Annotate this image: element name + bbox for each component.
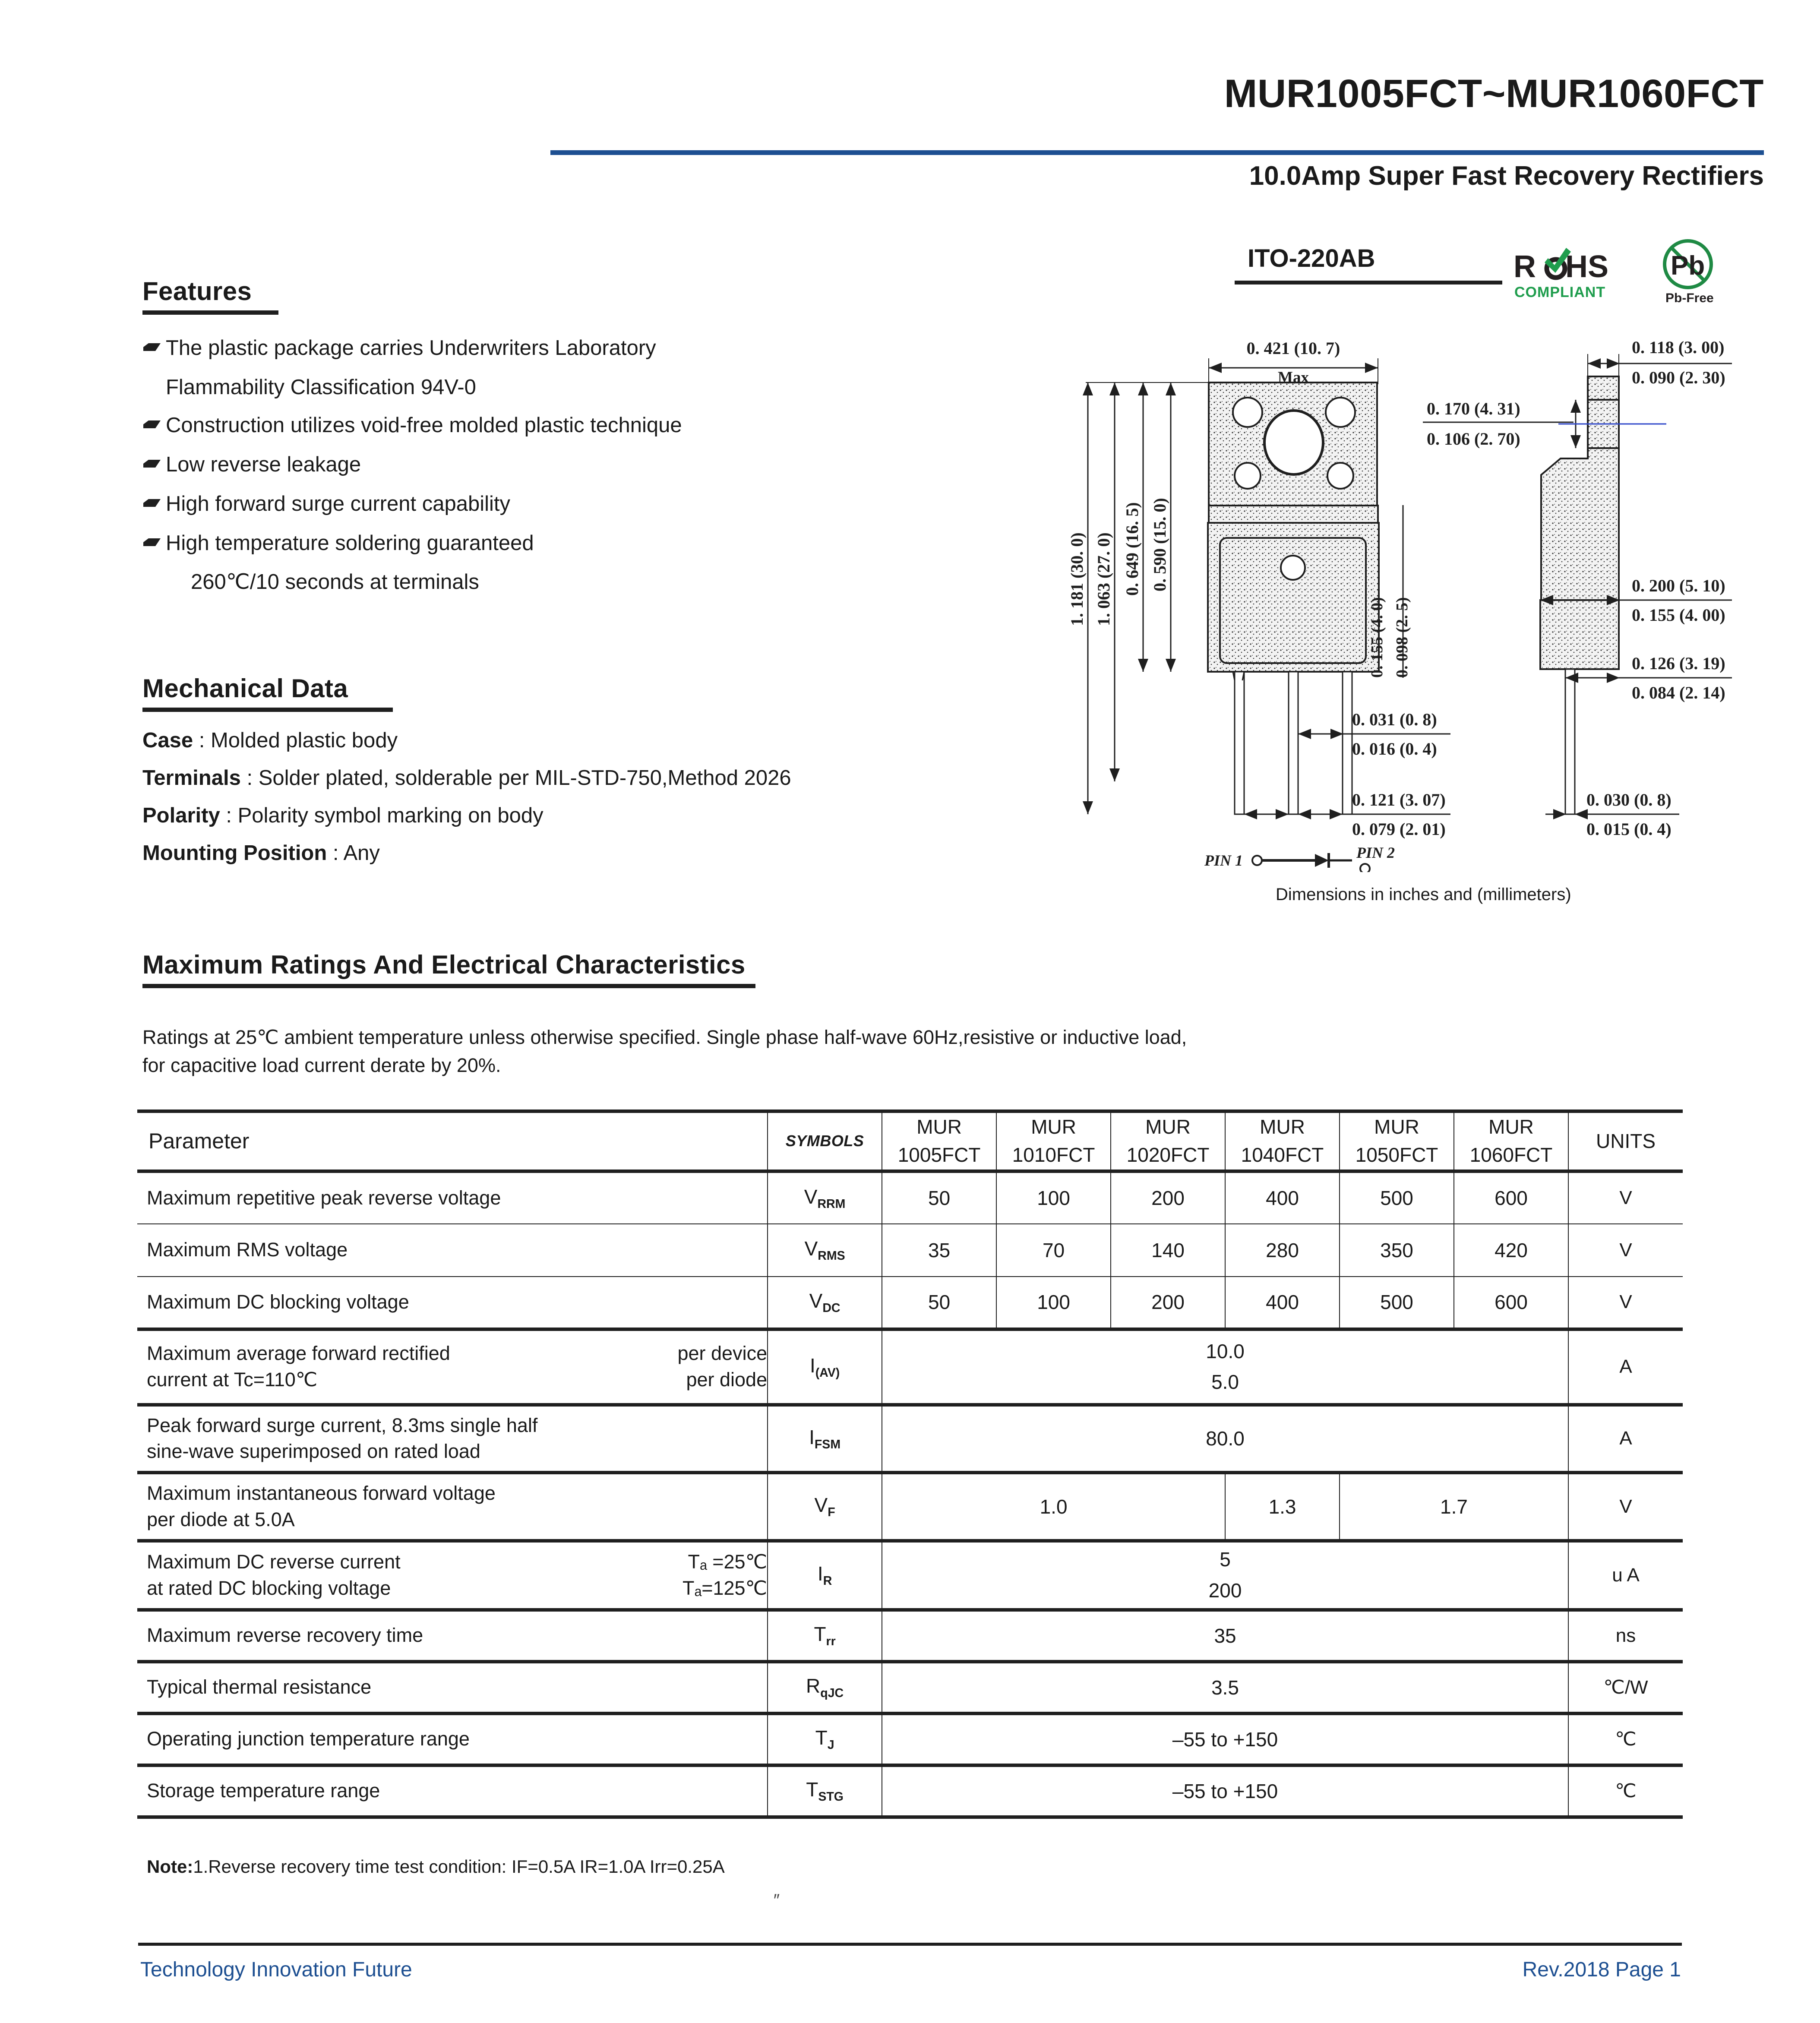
dim-right-t2: 0. 106 (2. 70) — [1427, 429, 1520, 449]
row-unit: ℃/W — [1568, 1662, 1683, 1713]
row-parameter — [137, 1543, 767, 1608]
row-symbol — [768, 1473, 882, 1541]
row-symbol — [768, 1224, 882, 1277]
feature-item-label: High forward surge current capability — [166, 492, 510, 515]
features-heading-underline — [142, 310, 278, 315]
row-parameter-line2: sine-wave superimposed on rated load — [147, 1440, 480, 1463]
mechanical-row — [142, 843, 1092, 864]
symbol-sub: FSM — [814, 1437, 841, 1451]
symbol-main: R — [806, 1675, 821, 1697]
mechanical-heading-underline — [142, 708, 393, 712]
svg-text:HS: HS — [1565, 250, 1609, 284]
device-prefix: MUR — [1374, 1116, 1419, 1138]
row-value-span: –55 to +150 — [882, 1765, 1568, 1817]
svg-text:Pb-Free: Pb-Free — [1665, 291, 1714, 305]
mechanical-row-value: Solder plated, solderable per MIL-STD-750,Method 2026 — [258, 766, 791, 790]
row-value: 100 — [996, 1171, 1111, 1224]
dim-side-w6: 0. 084 (2. 14) — [1632, 683, 1725, 702]
device-prefix: MUR — [916, 1116, 962, 1138]
dim-mid-v1: 0. 155 (4. 0) — [1368, 597, 1386, 678]
row-unit: V — [1568, 1277, 1683, 1329]
row-parameter — [137, 1407, 767, 1471]
row-parameter: Typical thermal resistance — [147, 1676, 372, 1698]
footer-tagline: Technology Innovation Future — [140, 1958, 412, 1981]
row-symbol — [768, 1329, 882, 1405]
row-unit: A — [1568, 1329, 1683, 1405]
mechanical-data-heading: Mechanical Data — [142, 674, 348, 703]
dim-top-width-qualifier: Max — [1278, 369, 1309, 386]
feature-item-label: High temperature soldering guaranteed — [166, 531, 534, 555]
symbol-main: I — [817, 1562, 823, 1585]
mechanical-row — [142, 768, 1092, 789]
row-unit: ℃ — [1568, 1765, 1683, 1817]
row-unit: V — [1568, 1224, 1683, 1277]
mechanical-row-value: Molded plastic body — [210, 729, 398, 752]
table-row — [137, 1662, 1683, 1713]
symbol-sub: rr — [826, 1634, 836, 1649]
symbol-main: V — [804, 1185, 818, 1208]
row-value-span: 80.0 — [882, 1405, 1568, 1473]
device-suffix: 1005FCT — [897, 1144, 981, 1166]
row-parameter-line1: Maximum average forward rectified — [147, 1342, 450, 1365]
row-value: 400 — [1225, 1277, 1340, 1329]
header-rule — [550, 150, 1764, 155]
symbol-sub: J — [827, 1738, 834, 1752]
diamond-bullet-icon — [142, 490, 166, 509]
row-symbol — [768, 1171, 882, 1224]
feature-item-continuation: Flammability Classification 94V-0 — [166, 375, 476, 399]
pin1-label: PIN 1 — [1204, 852, 1243, 869]
table-row — [137, 1224, 1683, 1277]
row-parameter: Maximum repetitive peak reverse voltage — [147, 1186, 501, 1209]
pin-configuration-schematic — [1204, 844, 1395, 872]
symbol-sub: RMS — [818, 1249, 845, 1263]
dim-lead-t1: 0. 031 (0. 8) — [1352, 710, 1437, 729]
device-prefix: MUR — [1488, 1116, 1534, 1138]
device-suffix: 1060FCT — [1469, 1144, 1553, 1166]
symbol-sub: R — [823, 1574, 832, 1588]
row-value-per-device: 10.0 — [1206, 1340, 1245, 1362]
diamond-bullet-icon — [142, 451, 166, 469]
device-suffix: 1020FCT — [1126, 1144, 1210, 1166]
row-parameter: Maximum DC blocking voltage — [147, 1290, 409, 1313]
diamond-bullet-icon — [142, 335, 166, 353]
row-value: 500 — [1340, 1277, 1454, 1329]
specifications-table — [137, 1109, 1683, 1819]
row-symbol — [768, 1541, 882, 1610]
row-unit: V — [1568, 1473, 1683, 1541]
symbol-sub: (AV) — [815, 1366, 840, 1380]
feature-item — [142, 412, 1058, 439]
footnote-label: Note: — [147, 1856, 193, 1877]
mechanical-row-separator: : — [240, 766, 259, 790]
row-symbol — [768, 1277, 882, 1329]
dim-lead-p2: 0. 079 (2. 01) — [1352, 819, 1446, 839]
symbol-main: I — [809, 1426, 815, 1448]
row-value: 100 — [996, 1277, 1111, 1329]
row-value-span — [882, 1329, 1568, 1405]
dim-lead-s1: 0. 030 (0. 8) — [1586, 790, 1671, 809]
device-prefix: MUR — [1145, 1116, 1191, 1138]
mechanical-row-separator: : — [220, 804, 238, 827]
row-value: 200 — [1111, 1171, 1225, 1224]
features-section — [142, 276, 1058, 596]
part-number-title: MUR1005FCT~MUR1060FCT — [1224, 72, 1764, 116]
pin2-label: PIN 2 — [1356, 844, 1395, 861]
row-value-per-diode: 5.0 — [1211, 1371, 1239, 1394]
page-header — [0, 0, 1820, 224]
mechanical-row — [142, 805, 1092, 826]
dim-left-h3: 0. 649 (16. 5) — [1122, 502, 1142, 596]
symbol-sub: F — [828, 1505, 835, 1520]
row-value: 200 — [1111, 1277, 1225, 1329]
row-value: 500 — [1340, 1171, 1454, 1224]
table-row — [137, 1541, 1683, 1610]
mechanical-row-label: Case — [142, 729, 193, 752]
row-parameter-line1: Maximum DC reverse current — [147, 1550, 401, 1573]
features-heading: Features — [142, 277, 252, 306]
row-value-span: 35 — [882, 1610, 1568, 1662]
mechanical-data-section — [142, 673, 1092, 880]
diamond-bullet-icon — [142, 530, 166, 548]
feature-item-label: Low reverse leakage — [166, 453, 361, 477]
svg-text:Pb: Pb — [1671, 251, 1705, 281]
symbol-main: I — [809, 1354, 815, 1377]
symbol-main: V — [814, 1494, 828, 1517]
row-unit: ℃ — [1568, 1713, 1683, 1765]
dim-side-w5: 0. 126 (3. 19) — [1632, 654, 1725, 673]
dim-side-w4: 0. 155 (4. 00) — [1632, 605, 1725, 625]
feature-item — [142, 335, 1058, 362]
footnote-text: 1.Reverse recovery time test condition: IF=0.5A IR=1.0A Irr=0.25A — [193, 1856, 725, 1877]
package-name-underline — [1235, 281, 1502, 284]
feature-item — [142, 530, 1058, 557]
mechanical-row-label: Mounting Position — [142, 841, 327, 865]
row-parameter-qualifier2: per diode — [686, 1369, 768, 1391]
dim-lead-p1: 0. 121 (3. 07) — [1352, 790, 1446, 809]
mechanical-row — [142, 730, 1092, 751]
row-parameter-line2: at rated DC blocking voltage — [147, 1577, 391, 1599]
package-outline-drawing — [1062, 233, 1796, 932]
header-symbols-label: SYMBOLS — [785, 1132, 864, 1150]
mechanical-row-label: Terminals — [142, 766, 241, 790]
table-row — [137, 1277, 1683, 1329]
device-suffix: 1040FCT — [1241, 1144, 1324, 1166]
row-value: 140 — [1111, 1224, 1225, 1277]
mechanical-row-label: Polarity — [142, 804, 220, 827]
row-value-group-1: 1.0 — [882, 1473, 1225, 1541]
feature-item-label: The plastic package carries Underwriters Laboratory — [166, 336, 656, 360]
header-device-1010fct — [996, 1111, 1111, 1171]
dimension-units-note: Dimensions in inches and (millimeters) — [1276, 885, 1571, 904]
dim-lead-s2: 0. 015 (0. 4) — [1586, 819, 1671, 839]
table-row — [137, 1329, 1683, 1405]
symbol-sub: DC — [822, 1301, 840, 1315]
row-parameter-line1: Maximum instantaneous forward voltage — [147, 1482, 496, 1505]
features-list — [142, 335, 1058, 596]
row-value: 280 — [1225, 1224, 1340, 1277]
row-value: 420 — [1454, 1224, 1568, 1277]
dim-right-t1: 0. 170 (4. 31) — [1427, 399, 1520, 418]
row-symbol — [768, 1713, 882, 1765]
table-row — [137, 1713, 1683, 1765]
feature-item-label: Construction utilizes void-free molded plastic technique — [166, 414, 682, 437]
dim-mid-v2: 0. 098 (2. 5) — [1393, 597, 1411, 678]
ratings-section-header — [142, 950, 1006, 988]
mechanical-row-separator: : — [327, 841, 344, 865]
dim-side-w3: 0. 200 (5. 10) — [1632, 576, 1725, 595]
product-subtitle: 10.0Amp Super Fast Recovery Rectifiers — [1249, 161, 1764, 191]
row-unit: u A — [1568, 1541, 1683, 1610]
dim-side-w2: 0. 090 (2. 30) — [1632, 368, 1725, 387]
row-parameter: Storage temperature range — [147, 1780, 380, 1802]
footer-rule — [138, 1943, 1682, 1946]
symbol-main: T — [814, 1623, 826, 1646]
row-value: 600 — [1454, 1171, 1568, 1224]
symbol-sub: qJC — [820, 1686, 844, 1701]
row-unit: A — [1568, 1405, 1683, 1473]
row-parameter-line2: per diode at 5.0A — [147, 1508, 295, 1530]
stray-mark: ″ — [773, 1891, 779, 1910]
footer-revision-page: Rev.2018 Page 1 — [1522, 1958, 1681, 1981]
dim-lead-t2: 0. 016 (0. 4) — [1352, 739, 1437, 759]
row-value: 35 — [882, 1224, 996, 1277]
device-prefix: MUR — [1031, 1116, 1076, 1138]
row-parameter-line2: current at Tc=110℃ — [147, 1369, 318, 1391]
ratings-heading: Maximum Ratings And Electrical Characteristics — [142, 950, 746, 979]
row-symbol — [768, 1405, 882, 1473]
mechanical-row-value: Any — [343, 841, 380, 865]
header-device-1050fct — [1340, 1111, 1454, 1171]
row-parameter-line1: Peak forward surge current, 8.3ms single half — [147, 1414, 538, 1436]
row-unit: ns — [1568, 1610, 1683, 1662]
table-header-row — [137, 1111, 1683, 1171]
table-row — [137, 1610, 1683, 1662]
header-parameter-label: Parameter — [149, 1128, 250, 1153]
dim-left-h1: 1. 181 (30. 0) — [1067, 532, 1087, 626]
ratings-note-line1: Ratings at 25℃ ambient temperature unless otherwise specified. Single phase half-wave 60Hz,resistive or inductive load, — [142, 1026, 1187, 1048]
row-value: 350 — [1340, 1224, 1454, 1277]
device-suffix: 1010FCT — [1012, 1144, 1095, 1166]
symbol-main: V — [809, 1289, 823, 1312]
row-symbol — [768, 1610, 882, 1662]
row-value-125c: 200 — [1208, 1579, 1242, 1602]
row-parameter — [137, 1474, 767, 1539]
row-value: 50 — [882, 1277, 996, 1329]
ratings-note-line2: for capacitive load current derate by 20%. — [142, 1054, 501, 1077]
row-value: 400 — [1225, 1171, 1340, 1224]
row-symbol — [768, 1765, 882, 1817]
header-device-1005fct — [882, 1111, 996, 1171]
dim-side-w1: 0. 118 (3. 00) — [1632, 338, 1725, 357]
row-symbol — [768, 1662, 882, 1713]
row-value: 600 — [1454, 1277, 1568, 1329]
rohs-compliant-icon — [1511, 242, 1627, 302]
ratings-conditions-note — [142, 1023, 1679, 1080]
mechanical-row-separator: : — [193, 729, 211, 752]
svg-text:R: R — [1514, 250, 1536, 284]
dim-left-h4: 0. 590 (15. 0) — [1150, 498, 1169, 591]
feature-item — [142, 490, 1058, 518]
row-parameter-qualifier1: Tₐ =25℃ — [688, 1550, 768, 1573]
table-row — [137, 1405, 1683, 1473]
table-footnote — [147, 1856, 725, 1877]
symbol-main: V — [804, 1237, 818, 1260]
svg-text:COMPLIANT: COMPLIANT — [1514, 284, 1606, 300]
dim-left-h2: 1. 063 (27. 0) — [1094, 532, 1113, 626]
symbol-sub: STG — [818, 1790, 844, 1804]
dim-top-width: 0. 421 (10. 7) — [1246, 338, 1340, 358]
table-row — [137, 1765, 1683, 1817]
header-device-1060fct — [1454, 1111, 1568, 1171]
feature-item — [142, 451, 1058, 478]
ratings-heading-underline — [142, 984, 755, 988]
package-name-label: ITO-220AB — [1248, 244, 1375, 272]
device-prefix: MUR — [1260, 1116, 1305, 1138]
feature-item-continuation: 260℃/10 seconds at terminals — [191, 570, 479, 594]
symbol-main: T — [815, 1726, 828, 1749]
device-suffix: 1050FCT — [1355, 1144, 1438, 1166]
row-parameter — [137, 1334, 767, 1399]
table-row — [137, 1171, 1683, 1224]
row-parameter: Operating junction temperature range — [147, 1728, 470, 1750]
row-value-group-2: 1.3 — [1225, 1473, 1340, 1541]
header-device-1020fct — [1111, 1111, 1225, 1171]
row-value-span: 3.5 — [882, 1662, 1568, 1713]
header-units-label: UNITS — [1568, 1111, 1683, 1171]
row-value: 70 — [996, 1224, 1111, 1277]
row-value-span — [882, 1541, 1568, 1610]
row-parameter: Maximum reverse recovery time — [147, 1624, 423, 1647]
diamond-bullet-icon — [142, 412, 166, 430]
symbol-main: T — [806, 1778, 818, 1801]
header-device-1040fct — [1225, 1111, 1340, 1171]
row-value: 50 — [882, 1171, 996, 1224]
row-value-25c: 5 — [1220, 1548, 1231, 1571]
row-value-span: –55 to +150 — [882, 1713, 1568, 1765]
package-dimension-diagram — [1062, 298, 1796, 872]
row-value-group-3: 1.7 — [1340, 1473, 1568, 1541]
row-unit: V — [1568, 1171, 1683, 1224]
mechanical-row-value: Polarity symbol marking on body — [237, 804, 543, 827]
mechanical-rows — [142, 730, 1092, 864]
symbol-sub: RRM — [817, 1197, 846, 1211]
row-parameter-qualifier1: per device — [677, 1342, 768, 1365]
table-row — [137, 1473, 1683, 1541]
row-parameter: Maximum RMS voltage — [147, 1239, 348, 1261]
row-parameter-qualifier2: Tₐ=125℃ — [682, 1577, 768, 1599]
